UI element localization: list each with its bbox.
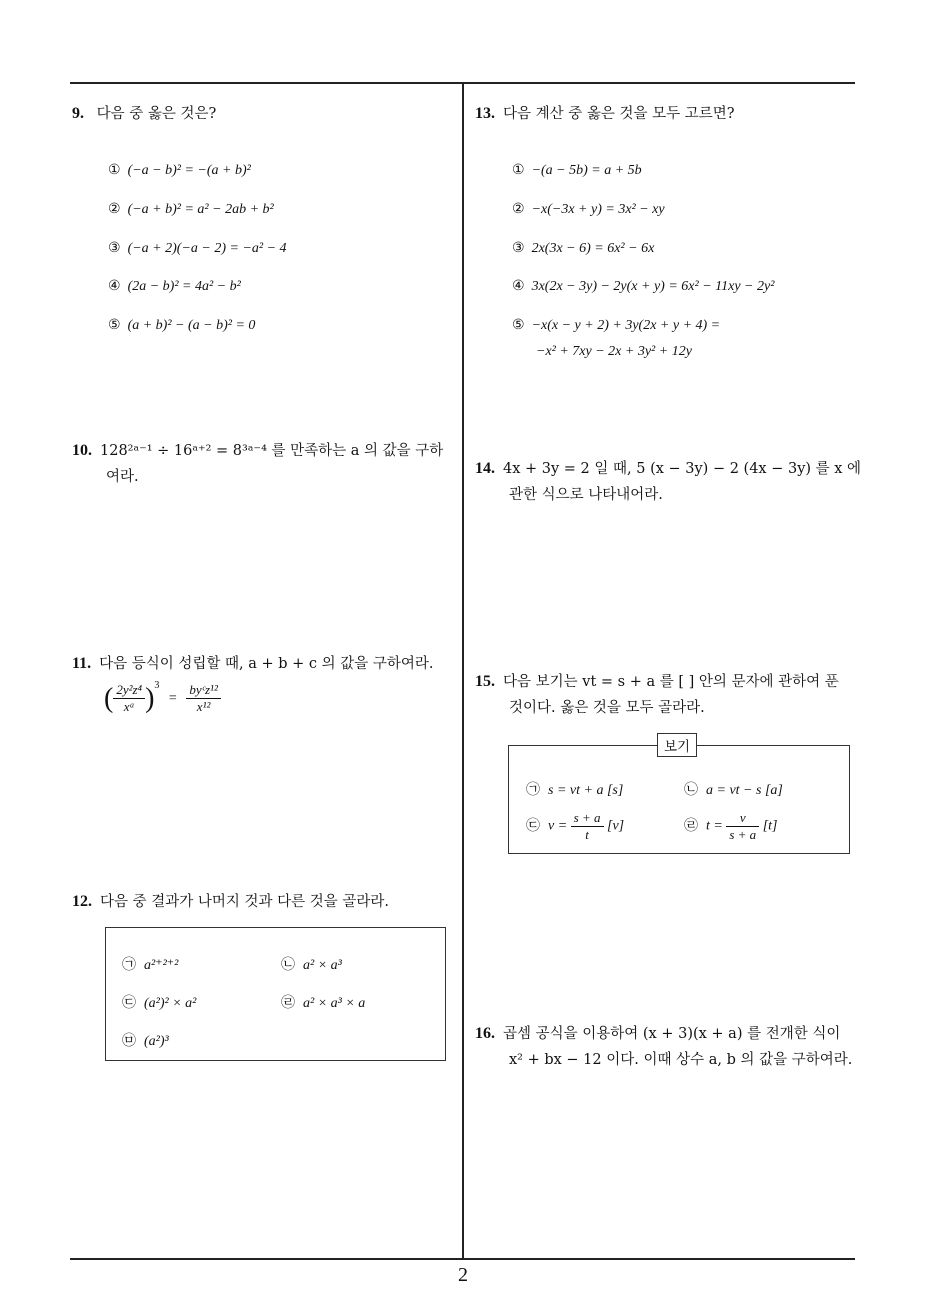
question-text-line1: 다음 보기는 vt = s + a 를 [ ] 안의 문자에 관하여 푼 (503, 674, 839, 690)
column-divider (462, 83, 464, 1259)
option-expr: −x(x − y + 2) + 3y(2x + y + 4) = (531, 318, 721, 333)
q9-option-3[interactable] (108, 240, 287, 257)
question-text: 다음 등식이 성립할 때, a + b + c 의 값을 구하여라. (99, 656, 434, 672)
q13-option-1[interactable] (512, 162, 642, 179)
option-number: ③ (512, 241, 525, 256)
question-10 (72, 437, 462, 465)
option-number: ④ (512, 279, 525, 294)
option-marker: ㉣ (684, 818, 698, 834)
option-expr: s = vt + a [s] (548, 783, 624, 798)
question-12 (72, 888, 462, 916)
denominator: t (585, 827, 589, 842)
numerator: byᶜz¹² (186, 682, 221, 699)
question-number: 9. (72, 105, 84, 122)
question-14 (475, 455, 875, 483)
question-text-line1: 곱셈 공식을 이용하여 (x + 3)(x + a) 를 전개한 식이 (503, 1026, 841, 1042)
option-marker: ㉢ (526, 818, 540, 834)
option-expr: a = vt − s [a] (706, 783, 783, 798)
question-11 (72, 650, 462, 678)
q12-option-a[interactable] (122, 954, 178, 974)
page-number: 2 (458, 1264, 468, 1286)
q13-option-5[interactable] (512, 317, 720, 334)
question-15-line2: 것이다. 옳은 것을 모두 골라라. (509, 700, 705, 716)
question-13 (475, 100, 735, 128)
question-number: 11. (72, 655, 92, 672)
option-expr: (a²)³ (144, 1034, 169, 1049)
option-marker: ㉢ (122, 996, 136, 1011)
q15-option-a[interactable] (526, 779, 623, 799)
option-expr: (−a + b)² = a² − 2ab + b² (127, 202, 274, 217)
q9-option-5[interactable] (108, 317, 255, 334)
option-expr: a²⁺²⁺² (144, 958, 179, 973)
option-expr: −(a − 5b) = a + 5b (531, 163, 642, 178)
option-expr: (a²)² × a² (144, 996, 197, 1011)
option-number: ② (512, 202, 525, 217)
question-text: 다음 중 결과가 나머지 것과 다른 것을 골라라. (100, 894, 389, 910)
question-number: 13. (475, 105, 495, 122)
q12-option-e[interactable] (122, 1030, 169, 1050)
option-number: ⑤ (512, 318, 525, 333)
numerator: v (726, 810, 759, 827)
option-lhs: t = (706, 818, 727, 834)
option-expr: a² × a³ × a (303, 996, 366, 1011)
q15-option-b[interactable] (684, 779, 783, 799)
q13-option-2[interactable] (512, 201, 665, 218)
question-9 (72, 100, 216, 128)
question-number: 12. (72, 893, 92, 910)
question-15 (475, 668, 875, 696)
question-text: 다음 계산 중 옳은 것을 모두 고르면? (503, 106, 735, 122)
option-marker: ㉤ (122, 1034, 136, 1049)
q12-option-b[interactable] (281, 954, 342, 974)
option-number: ① (512, 163, 525, 178)
question-text-line1: 4x + 3y = 2 일 때, 5 (x − 3y) − 2 (4x − 3y) 를 x 에 (503, 461, 862, 477)
option-number: ⑤ (108, 318, 121, 333)
option-expr: −x(−3x + y) = 3x² − xy (531, 202, 665, 217)
q11-equation: ( $\frac{\text{2y²z⁴}}{\text{xᵃ}}$ )$^3$ = $\frac{\text{byᶜz¹²}}{\text{x¹²}}$ (104, 680, 221, 715)
q13-option-3[interactable] (512, 240, 654, 257)
option-lhs: v = (548, 818, 571, 834)
q9-option-1[interactable] (108, 162, 251, 179)
numerator: 2y²z⁴ (113, 682, 145, 699)
q11-rhs-fraction (186, 682, 221, 715)
q13-option-5-line2: −x² + 7xy − 2x + 3y² + 12y (536, 344, 692, 359)
question-number: 15. (475, 673, 495, 690)
denominator: xᵃ (123, 699, 135, 715)
question-number: 14. (475, 460, 495, 477)
q15-option-c[interactable] (526, 810, 624, 843)
question-text: 다음 중 옳은 것은? (96, 106, 217, 122)
question-number: 10. (72, 442, 92, 459)
question-16 (475, 1020, 875, 1048)
option-expr: (a + b)² − (a − b)² = 0 (127, 318, 256, 333)
numerator: s + a (571, 810, 604, 827)
box-label: 보기 (657, 733, 697, 757)
option-expr: 2x(3x − 6) = 6x² − 6x (531, 241, 655, 256)
option-marker: ㉠ (122, 958, 136, 973)
bottom-rule (70, 1258, 855, 1260)
option-bracket: [v] (603, 818, 625, 834)
denominator: s + a (729, 827, 757, 842)
question-text-line1: 128²ᵃ⁻¹ ÷ 16ᵃ⁺² = 8³ᵃ⁻⁴ 를 만족하는 a 의 값을 구하 (100, 443, 444, 459)
option-expr: 3x(2x − 3y) − 2y(x + y) = 6x² − 11xy − 2y² (531, 279, 775, 294)
question-16-line2: x² + bx − 12 이다. 이때 상수 a, b 의 값을 구하여라. (509, 1052, 853, 1068)
option-bracket: [t] (759, 818, 778, 834)
option-number: ② (108, 202, 121, 217)
q12-option-c[interactable] (122, 992, 196, 1012)
question-10-line2: 여라. (106, 469, 139, 485)
denominator: x¹² (196, 699, 211, 715)
q11-lhs-fraction (113, 682, 145, 715)
question-14-line2: 관한 식으로 나타내어라. (509, 487, 663, 503)
option-expr: (2a − b)² = 4a² − b² (127, 279, 241, 294)
q13-option-4[interactable] (512, 278, 774, 295)
option-number: ④ (108, 279, 121, 294)
q9-option-2[interactable] (108, 201, 274, 218)
question-number: 16. (475, 1025, 495, 1042)
option-marker: ㉣ (281, 996, 295, 1011)
option-marker: ㉡ (684, 783, 698, 798)
option-number: ③ (108, 241, 121, 256)
option-marker: ㉠ (526, 783, 540, 798)
q15-option-d[interactable] (684, 810, 777, 843)
exponent: 3 (154, 680, 160, 691)
q12-option-d[interactable] (281, 992, 365, 1012)
option-expr: (−a − b)² = −(a + b)² (127, 163, 251, 178)
option-expr: a² × a³ (303, 958, 342, 973)
option-marker: ㉡ (281, 958, 295, 973)
q9-option-4[interactable] (108, 278, 241, 295)
option-expr: (−a + 2)(−a − 2) = −a² − 4 (127, 241, 287, 256)
option-number: ① (108, 163, 121, 178)
